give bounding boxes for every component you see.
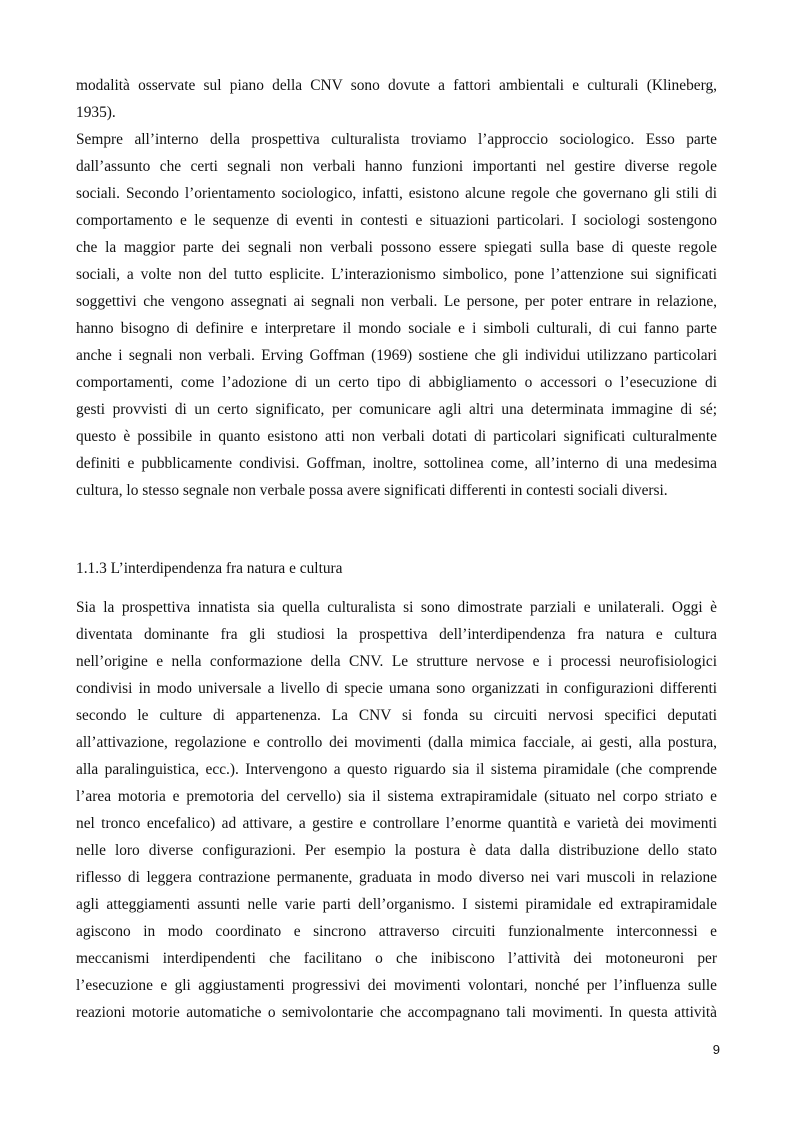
body-text-line: condivisi in modo universale a livello di specie umana sono organizzati in configurazioni differenti: [76, 680, 717, 697]
body-text-line: comportamenti, come l’adozione di un certo tipo di abbigliamento o accessori o l’esecuzione di: [76, 374, 717, 391]
body-text-line: che la maggior parte dei segnali non verbali possono essere spiegati sulla base di queste regole: [76, 239, 717, 256]
body-text-line: riflesso di leggera contrazione permanente, graduata in modo diverso nei vari muscoli in relazione: [76, 869, 717, 886]
body-text-line: Sia la prospettiva innatista sia quella culturalista si sono dimostrate parziali e unilaterali. Oggi è: [76, 599, 717, 616]
body-text-line: dall’assunto che certi segnali non verbali hanno funzioni importanti nel gestire diverse regole: [76, 158, 717, 175]
body-text-line: all’attivazione, regolazione e controllo dei movimenti (dalla mimica facciale, ai gesti, alla postura,: [76, 734, 717, 751]
body-text-line: definiti e pubblicamente condivisi. Goffman, inoltre, sottolinea come, all’interno di una medesima: [76, 455, 717, 472]
body-text-line: modalità osservate sul piano della CNV sono dovute a fattori ambientali e culturali (Klineberg,: [76, 77, 717, 94]
body-text-line: 1935).: [76, 104, 116, 121]
body-text-line: sociali, a volte non del tutto esplicite. L’interazionismo simbolico, pone l’attenzione sui significati: [76, 266, 717, 283]
body-text-line: nell’origine e nella conformazione della CNV. Le strutture nervose e i processi neurofisiologici: [76, 653, 717, 670]
body-text-line: gesti provvisti di un certo significato, per comunicare agli altri una determinata immagine di sé;: [76, 401, 717, 418]
body-text-line: reazioni motorie automatiche o semivolontarie che accompagnano tali movimenti. In questa attività: [76, 1004, 717, 1021]
body-text-line: sociali. Secondo l’orientamento sociologico, infatti, esistono alcune regole che governano gli stili di: [76, 185, 717, 202]
body-text-line: nelle loro diverse configurazioni. Per esempio la postura è data dalla distribuzione dello stato: [76, 842, 717, 859]
section-heading: 1.1.3 L’interdipendenza fra natura e cultura: [76, 560, 343, 577]
body-text-line: soggettivi che vengono assegnati ai segnali non verbali. Le persone, per poter entrare in relazione,: [76, 293, 717, 310]
body-text-line: l’area motoria e premotoria del cervello) sia il sistema extrapiramidale (situato nel corpo striato e: [76, 788, 717, 805]
body-text-line: l’esecuzione e gli aggiustamenti progressivi dei movimenti volontari, nonché per l’influenza sulle: [76, 977, 717, 994]
body-text-line: cultura, lo stesso segnale non verbale possa avere significati differenti in contesti sociali diversi.: [76, 482, 668, 499]
body-text-line: secondo le culture di appartenenza. La CNV si fonda su circuiti nervosi specifici deputati: [76, 707, 717, 724]
page-number: 9: [712, 1042, 720, 1057]
body-text-line: comportamento e le sequenze di eventi in contesti e situazioni particolari. I sociologi sostengono: [76, 212, 717, 229]
body-text-line: diventata dominante fra gli studiosi la prospettiva dell’interdipendenza fra natura e cultura: [76, 626, 717, 643]
body-text-line: meccanismi interdipendenti che facilitano o che inibiscono l’attività dei motoneuroni per: [76, 950, 717, 967]
body-text-line: nel tronco encefalico) ad attivare, a gestire e controllare l’enorme quantità e varietà dei movimenti: [76, 815, 717, 832]
body-text-line: alla paralinguistica, ecc.). Intervengono a questo riguardo sia il sistema piramidale (che comprende: [76, 761, 717, 778]
body-text-line: hanno bisogno di definire e interpretare il mondo sociale e i simboli culturali, di cui fanno parte: [76, 320, 717, 337]
body-text-line: agli atteggiamenti assunti nelle varie parti dell’organismo. I sistemi piramidale ed extrapiramidale: [76, 896, 717, 913]
body-text-line: questo è possibile in quanto esistono atti non verbali dotati di particolari significati culturalmente: [76, 428, 717, 445]
body-text-line: Sempre all’interno della prospettiva culturalista troviamo l’approccio sociologico. Esso parte: [76, 131, 717, 148]
body-text-line: anche i segnali non verbali. Erving Goffman (1969) sostiene che gli individui utilizzano particolari: [76, 347, 717, 364]
body-text-line: agiscono in modo coordinato e sincrono attraverso circuiti funzionalmente interconnessi e: [76, 923, 717, 940]
